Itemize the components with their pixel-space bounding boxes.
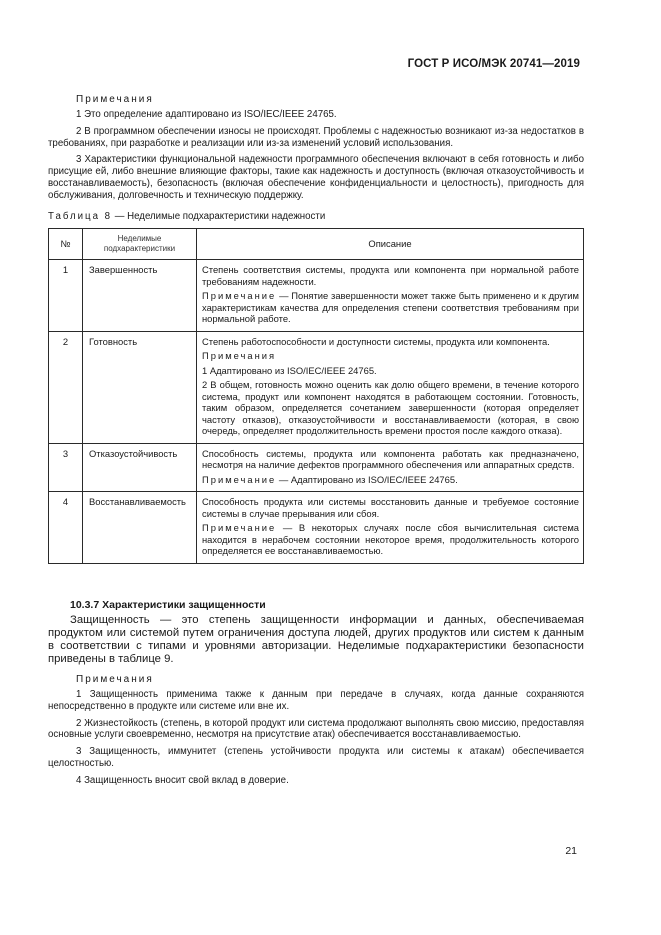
note-text: — Адаптировано из ISO/IEC/IEEE 24765.: [276, 473, 458, 485]
section-heading: 10.3.7 Характеристики защищенности: [70, 599, 266, 611]
header-name: Неделимые подхарактеристики: [83, 229, 197, 260]
notes-block: [48, 94, 584, 207]
desc-note: [202, 522, 579, 557]
table-row: [49, 443, 584, 492]
page-number: 21: [565, 845, 577, 857]
table-caption: [48, 211, 584, 222]
notes-title: Примечания: [76, 94, 154, 105]
note-item: 1 Защищенность применима также к данным при передаче в случаях, когда данные сохраняются непосредственно в продукте или системе или вне их.: [48, 689, 584, 712]
table-caption-label: Таблица 8: [48, 211, 113, 222]
note-label: Примечание: [202, 522, 277, 533]
note-label: Примечание: [202, 473, 277, 485]
row-desc: [197, 331, 584, 443]
row-num: 3: [49, 443, 83, 492]
reliability-table: [48, 228, 584, 564]
desc-text: Степень соответствия системы, продукта или компонента при нормальной работе требованиям надежности.: [202, 264, 579, 287]
note-item: 3 Характеристики функциональной надежности программного обеспечения включают в себя готовность и либо присущие ей, либо внешние влияющие факторы, такие как надежность и доступность (включая отказоустойчивость и восстанавливаемость), безопасность (включая обеспечение конфиденциальности и целостность), пригодность для обслуживания, долговечность и техническую поддержку.: [48, 154, 584, 201]
note-label: Примечание: [202, 290, 277, 301]
document-id: ГОСТ Р ИСО/МЭК 20741—2019: [407, 58, 580, 70]
table-row: [49, 492, 584, 564]
note-item: 4 Защищенность вносит свой вклад в доверие.: [76, 774, 289, 786]
table-row: [49, 331, 584, 443]
notes-title: Примечания: [202, 350, 277, 361]
desc-note: 2 В общем, готовность можно оценить как долю общего времени, в течение которого система, продукт или компонент находятся в работающем состоянии. Готовность, таким образом, определяется сочетанием завершенности (которая определяет частоту отказов), отказоустойчивости и восстанавливаемости (которая, в свою очередь, определяет продолжительность времени простоя после каждого отказа).: [202, 379, 579, 436]
header-desc: Описание: [197, 229, 584, 260]
table-header-row: [49, 229, 584, 260]
desc-text: Способность системы, продукта или компонента работать как предназначено, несмотря на наличие дефектов программного обеспечения или аппаратных средств.: [202, 447, 579, 470]
row-name: Завершенность: [83, 260, 197, 332]
row-desc: [197, 443, 584, 492]
row-num: 2: [49, 331, 83, 443]
note-item: 1 Это определение адаптировано из ISO/IEC/IEEE 24765.: [76, 109, 337, 120]
desc-text: Способность продукта или системы восстановить данные и требуемое состояние системы в случае прерывания или сбоя.: [202, 496, 579, 519]
section-security: [48, 599, 584, 666]
row-num: 4: [49, 492, 83, 564]
table-row: [49, 260, 584, 332]
row-desc: [197, 260, 584, 332]
note-item: 3 Защищенность, иммунитет (степень устойчивости продукта или системы к атакам) обеспечивается целостностью.: [48, 746, 584, 769]
row-name: Восстанавливаемость: [83, 492, 197, 564]
row-num: 1: [49, 260, 83, 332]
notes-title: Примечания: [76, 674, 154, 685]
row-desc: [197, 492, 584, 564]
desc-note: [202, 474, 579, 486]
note-text: — Понятие завершенности может также быть применено и к другим характеристикам качества для определения степени соответствия требованиям при нормальной работе.: [202, 290, 579, 324]
row-name: Готовность: [83, 331, 197, 443]
note-item: 2 Жизнестойкость (степень, в которой продукт или система продолжают выполнять свою миссию, предоставляя основные услуги своевременно, несмотря на присутствие атак) обеспечивается восстанавливаемостью.: [48, 717, 584, 741]
desc-note: 1 Адаптировано из ISO/IEC/IEEE 24765.: [202, 364, 377, 376]
desc-text: Степень работоспособности и доступности системы, продукта или компонента.: [202, 335, 550, 347]
note-text: — В некоторых случаях после сбоя вычислительная система находится в нерабочем состоянии некоторое время, продолжительность которого определяется ее восстанавливаемостью.: [202, 522, 579, 556]
notes-block: [48, 674, 584, 792]
row-name: Отказоустойчивость: [83, 443, 197, 492]
note-item: 2 В программном обеспечении износы не происходят. Проблемы с надежностью возникают из-за недостатков в требованиях, при разработке и реализации или из-за изменений условий использования.: [48, 125, 584, 149]
section-body: Защищенность — это степень защищенности информации и данных, обеспечиваемая продуктом или системой путем ограничения доступа людей, других продуктов или систем к данным в соответствии с типами и уровнями авторизации. Неделимые подхарактеристики безопасности приведены в таблице 9.: [48, 614, 584, 665]
table-caption-text: — Неделимые подхарактеристики надежности: [112, 211, 326, 222]
header-num: №: [49, 229, 83, 260]
desc-note: [202, 290, 579, 325]
